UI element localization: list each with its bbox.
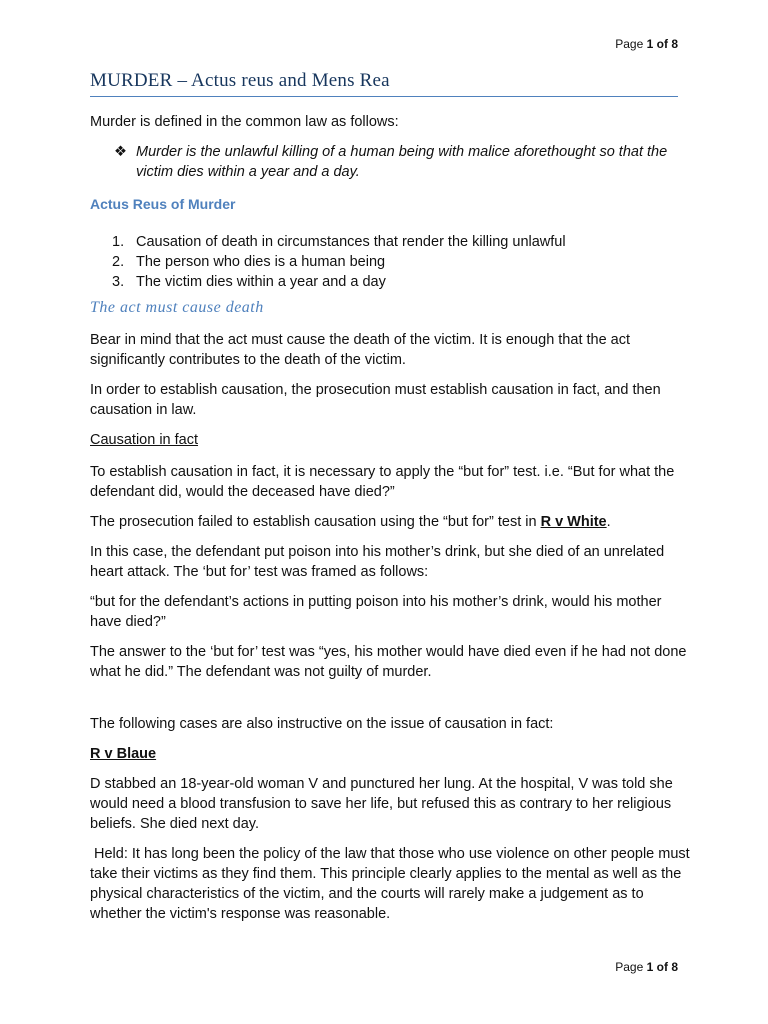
paragraph <box>90 512 690 532</box>
paragraph: Bear in mind that the act must cause the death of the victim. It is enough that the act significantly contributes to the death of the victim. <box>90 332 631 368</box>
page-number-header <box>615 37 678 51</box>
page-of: of <box>656 960 668 974</box>
paragraph: “but for the defendant’s actions in putting poison into his mother’s drink, would his mother have died?” <box>90 594 662 630</box>
intro-paragraph: Murder is defined in the common law as follows: <box>90 114 399 130</box>
actus-reus-list <box>90 232 690 292</box>
definition-quote <box>114 142 690 182</box>
paragraph: In this case, the defendant put poison into his mother’s drink, but she died of an unrelated heart attack. The ‘but for’ test was framed as follows: <box>90 544 665 580</box>
page-total: 8 <box>671 960 678 974</box>
list-item <box>112 232 690 252</box>
list-text: The person who dies is a human being <box>136 254 386 270</box>
page-label: Page <box>615 960 644 974</box>
paragraph: The answer to the ‘but for’ test was “yes, his mother would have died even if he had not done what he did.” The defendant was not guilty of murder. <box>90 644 687 680</box>
document-body <box>90 112 690 934</box>
case-heading: R v Blaue <box>90 746 157 762</box>
paragraph-text: . <box>606 514 611 530</box>
paragraph: D stabbed an 18-year-old woman V and punctured her lung. At the hospital, V was told she would need a blood transfusion to save her life, but refused this as contrary to her religious beliefs. She died next day. <box>90 776 673 832</box>
page-total: 8 <box>671 37 678 51</box>
list-item <box>112 252 690 272</box>
list-number: 2. <box>112 254 125 270</box>
page-number-footer <box>615 960 678 974</box>
diamond-bullet-icon: ❖ <box>114 144 127 160</box>
case-reference: R v White <box>540 514 607 530</box>
list-number: 1. <box>112 234 125 250</box>
paragraph: The following cases are also instructive on the issue of causation in fact: <box>90 716 554 732</box>
list-text: The victim dies within a year and a day <box>136 274 386 290</box>
page-current: 1 <box>646 960 654 974</box>
paragraph-text: The prosecution failed to establish causation using the “but for” test in <box>90 514 541 530</box>
list-number: 3. <box>112 274 125 290</box>
actus-reus-heading: Actus Reus of Murder <box>90 196 236 212</box>
causation-in-fact-heading: Causation in fact <box>90 432 199 448</box>
spacer <box>90 692 690 714</box>
page-of: of <box>656 37 668 51</box>
act-heading: The act must cause death <box>90 299 264 316</box>
held-paragraph: Held: It has long been the policy of the law that those who use violence on other people must take their victims as they find them. This principle clearly applies to the mental as well as the physical characteristics of the victim, and the courts will rarely make a judgement as to whether the victim's response was reasonable. <box>90 846 690 922</box>
document-title: MURDER – Actus reus and Mens Rea <box>90 70 678 97</box>
page-label: Page <box>615 37 644 51</box>
paragraph: To establish causation in fact, it is necessary to apply the “but for” test. i.e. “But for what the defendant did, would the deceased have died?” <box>90 464 675 500</box>
paragraph: In order to establish causation, the prosecution must establish causation in fact, and then causation in law. <box>90 382 661 418</box>
page-current: 1 <box>646 37 654 51</box>
definition-text: Murder is the unlawful killing of a human being with malice aforethought so that the victim dies within a year and a day. <box>136 144 668 180</box>
list-text: Causation of death in circumstances that render the killing unlawful <box>136 234 566 250</box>
list-item <box>112 272 690 292</box>
